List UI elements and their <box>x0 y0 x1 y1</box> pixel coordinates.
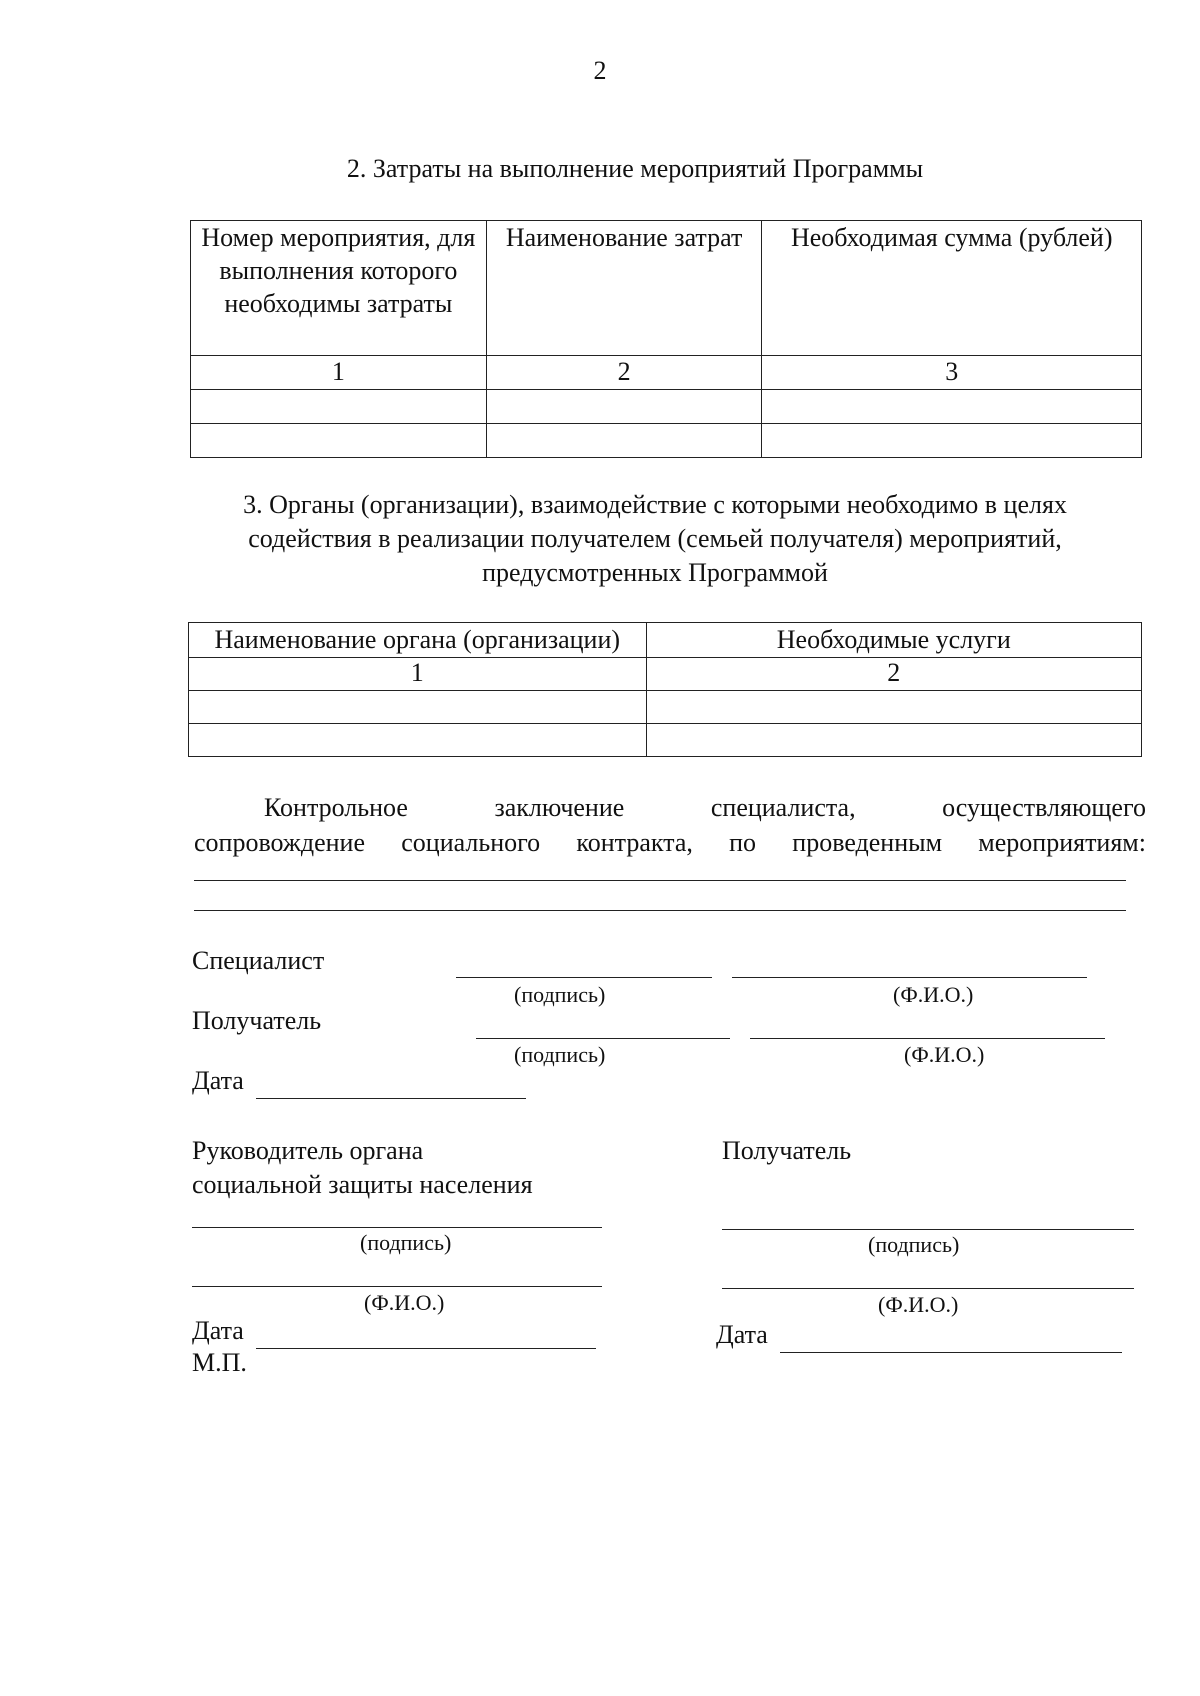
recipient-right-fio-line[interactable] <box>722 1288 1134 1289</box>
header-required-sum: Необходимая сумма (рублей) <box>762 221 1142 356</box>
specialist-label: Специалист <box>192 946 325 975</box>
empty-cell[interactable] <box>486 424 762 458</box>
recipient-right-date-label: Дата <box>716 1320 768 1349</box>
recipient-right-signature-line[interactable] <box>722 1229 1134 1230</box>
section-2-title: 2. Затраты на выполнение мероприятий Программы <box>346 154 924 183</box>
head-fio-line[interactable] <box>192 1286 602 1287</box>
recipient-right-label: Получатель <box>722 1136 852 1165</box>
empty-cell[interactable] <box>191 424 487 458</box>
head-signature-line[interactable] <box>192 1227 602 1228</box>
empty-cell[interactable] <box>486 390 762 424</box>
empty-cell[interactable] <box>762 424 1142 458</box>
fio-hint: (Ф.И.О.) <box>893 982 974 1007</box>
header-cost-name: Наименование затрат <box>486 221 762 356</box>
control-conclusion <box>194 790 1146 860</box>
empty-cell[interactable] <box>762 390 1142 424</box>
table-row <box>191 424 1142 458</box>
column-number-3: 3 <box>762 356 1142 390</box>
costs-table <box>190 220 1142 458</box>
section-3-title: 3. Органы (организации), взаимодействие с которыми необходимо в целях содействия в реализации получателем (семьей получателя) мероприятий, предусмотренных Программой <box>243 490 1067 587</box>
empty-cell[interactable] <box>191 390 487 424</box>
stamp-label: М.П. <box>192 1348 247 1377</box>
table-row <box>189 724 1142 757</box>
column-number-1: 1 <box>189 658 647 691</box>
empty-cell[interactable] <box>189 724 647 757</box>
head-date-label: Дата <box>192 1316 244 1345</box>
conclusion-line-1: Контрольное заключение специалиста, осуществляющего <box>264 793 1146 822</box>
signature-hint: (подпись) <box>514 1042 606 1067</box>
table-row <box>189 658 1142 691</box>
table-header-row <box>189 623 1142 658</box>
table-row <box>191 356 1142 390</box>
empty-cell[interactable] <box>646 691 1141 724</box>
head-of-agency-line-2: социальной защиты населения <box>192 1170 533 1199</box>
date-line[interactable] <box>256 1098 526 1099</box>
header-organization-name: Наименование органа (организации) <box>189 623 647 658</box>
column-number-1: 1 <box>191 356 487 390</box>
organizations-table <box>188 622 1142 757</box>
empty-cell[interactable] <box>189 691 647 724</box>
column-number-2: 2 <box>486 356 762 390</box>
page-number: 2 <box>593 56 607 85</box>
fio-hint: (Ф.И.О.) <box>878 1292 959 1317</box>
header-event-number: Номер мероприятия, для выполнения которого необходимы затраты <box>191 221 487 356</box>
fio-hint: (Ф.И.О.) <box>364 1290 445 1315</box>
empty-cell[interactable] <box>646 724 1141 757</box>
head-of-agency-line-1: Руководитель органа <box>192 1136 424 1165</box>
table-row <box>191 390 1142 424</box>
column-number-2: 2 <box>646 658 1141 691</box>
signature-hint: (подпись) <box>360 1230 452 1255</box>
signature-hint: (подпись) <box>514 982 606 1007</box>
specialist-fio-line[interactable] <box>732 977 1087 978</box>
date-label: Дата <box>192 1066 244 1095</box>
table-header-row <box>191 221 1142 356</box>
conclusion-fill-line[interactable] <box>194 880 1126 881</box>
recipient-signature-line[interactable] <box>476 1038 730 1039</box>
fio-hint: (Ф.И.О.) <box>904 1042 985 1067</box>
recipient-right-date-line[interactable] <box>780 1352 1122 1353</box>
recipient-fio-line[interactable] <box>750 1038 1105 1039</box>
head-date-line[interactable] <box>256 1348 596 1349</box>
table-row <box>189 691 1142 724</box>
header-required-services: Необходимые услуги <box>646 623 1141 658</box>
specialist-signature-line[interactable] <box>456 977 712 978</box>
signature-hint: (подпись) <box>868 1232 960 1257</box>
conclusion-fill-line[interactable] <box>194 910 1126 911</box>
recipient-label: Получатель <box>192 1006 322 1035</box>
conclusion-line-2: сопровождение социального контракта, по проведенным мероприятиям: <box>194 828 1146 857</box>
head-of-agency-label <box>192 1134 533 1202</box>
